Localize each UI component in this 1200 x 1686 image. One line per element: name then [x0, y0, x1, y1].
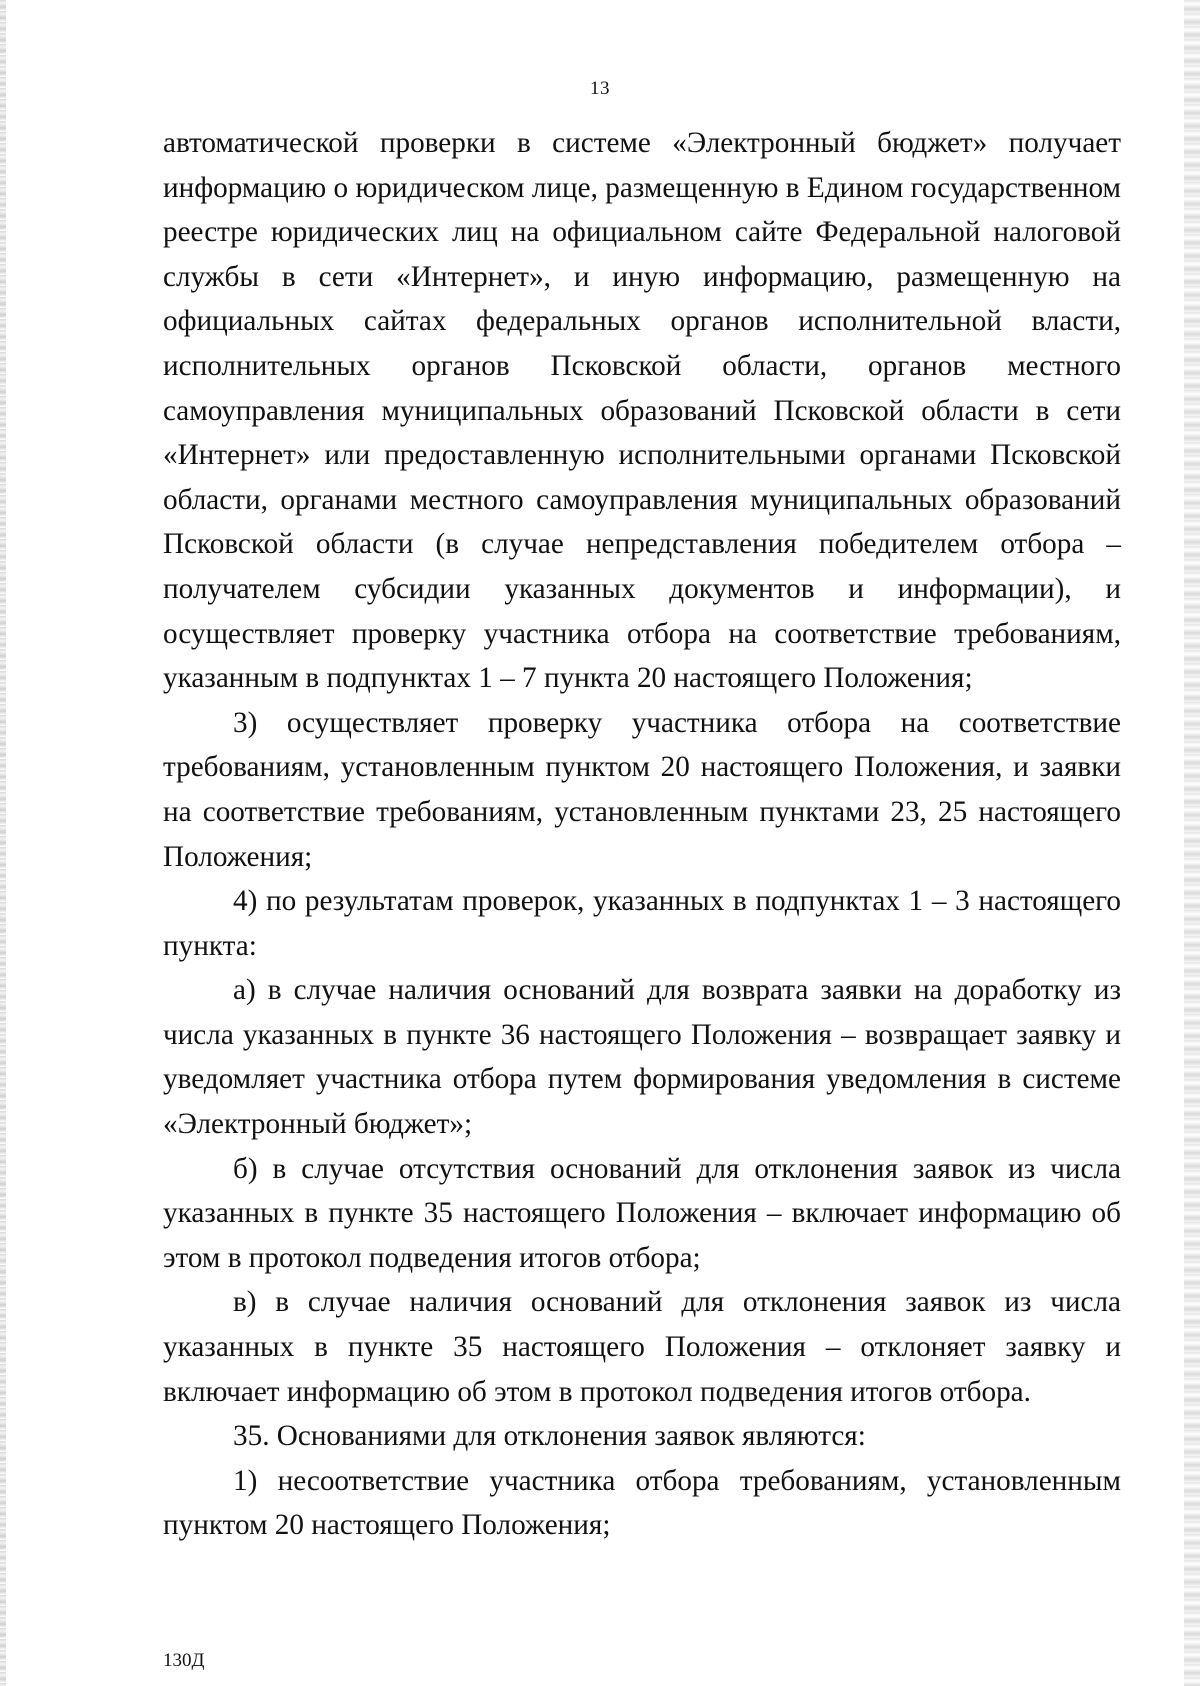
paragraph-subitem-a: а) в случае наличия оснований для возврата заявки на доработку из числа указанных в пункте 36 настоящего Положения – возвращает заявку и уведомляет участника отбора путем формирования уведомления в системе «Электронный бюджет»; — [163, 974, 1121, 1141]
paragraph-continuation: автоматической проверки в системе «Электронный бюджет» получает информацию о юридическом лице, размещенную в Едином государственном реестре юридических лиц на официальном сайте Федеральной налоговой службы в сети «Интернет», и иную информацию, размещенную на официальных сайтах федеральных органов исполнительной власти, исполнительных органов Псковской области, органов местного самоуправления муниципальных образований Псковской области в сети «Интернет» или предоставленную исполнительными органами Псковской области, органами местного самоуправления муниципальных образований Псковской области (в случае непредставления победителем отбора – получателем субсидии указанных документов и информации), и осуществляет проверку участника отбора на соответствие требованиям, указанным в подпунктах 1 – 7 пункта 20 настоящего Положения; — [163, 127, 1121, 695]
paragraph-subitem-v: в) в случае наличия оснований для отклонения заявок из числа указанных в пункте 35 настоящего Положения – отклоняет заявку и включает информацию об этом в протокол подведения итогов отбора. — [163, 1286, 1121, 1408]
paragraph-item-35: 35. Основаниями для отклонения заявок являются: — [233, 1420, 866, 1453]
page-number: 13 — [590, 78, 610, 99]
paragraph-item-35-subitem-1: 1) несоответствие участника отбора требованиям, установленным пунктом 20 настоящего Положения; — [163, 1464, 1121, 1542]
paragraph-subitem-3: 3) осуществляет проверку участника отбора на соответствие требованиям, установленным пунктом 20 настоящего Положения, и заявки на соответствие требованиям, установленным пунктами 23, 25 настоящего Положения; — [163, 706, 1121, 873]
document-body — [163, 121, 1121, 1548]
scan-edge-right — [1184, 0, 1200, 1686]
scan-edge-left — [0, 0, 6, 1686]
paragraph-subitem-b: б) в случае отсутствия оснований для отклонения заявок из числа указанных в пункте 35 настоящего Положения – включает информацию об этом в протокол подведения итогов отбора; — [163, 1152, 1121, 1274]
document-code: 130Д — [163, 1650, 205, 1671]
paragraph-subitem-4: 4) по результатам проверок, указанных в подпунктах 1 – 3 настоящего пункта: — [163, 885, 1121, 962]
